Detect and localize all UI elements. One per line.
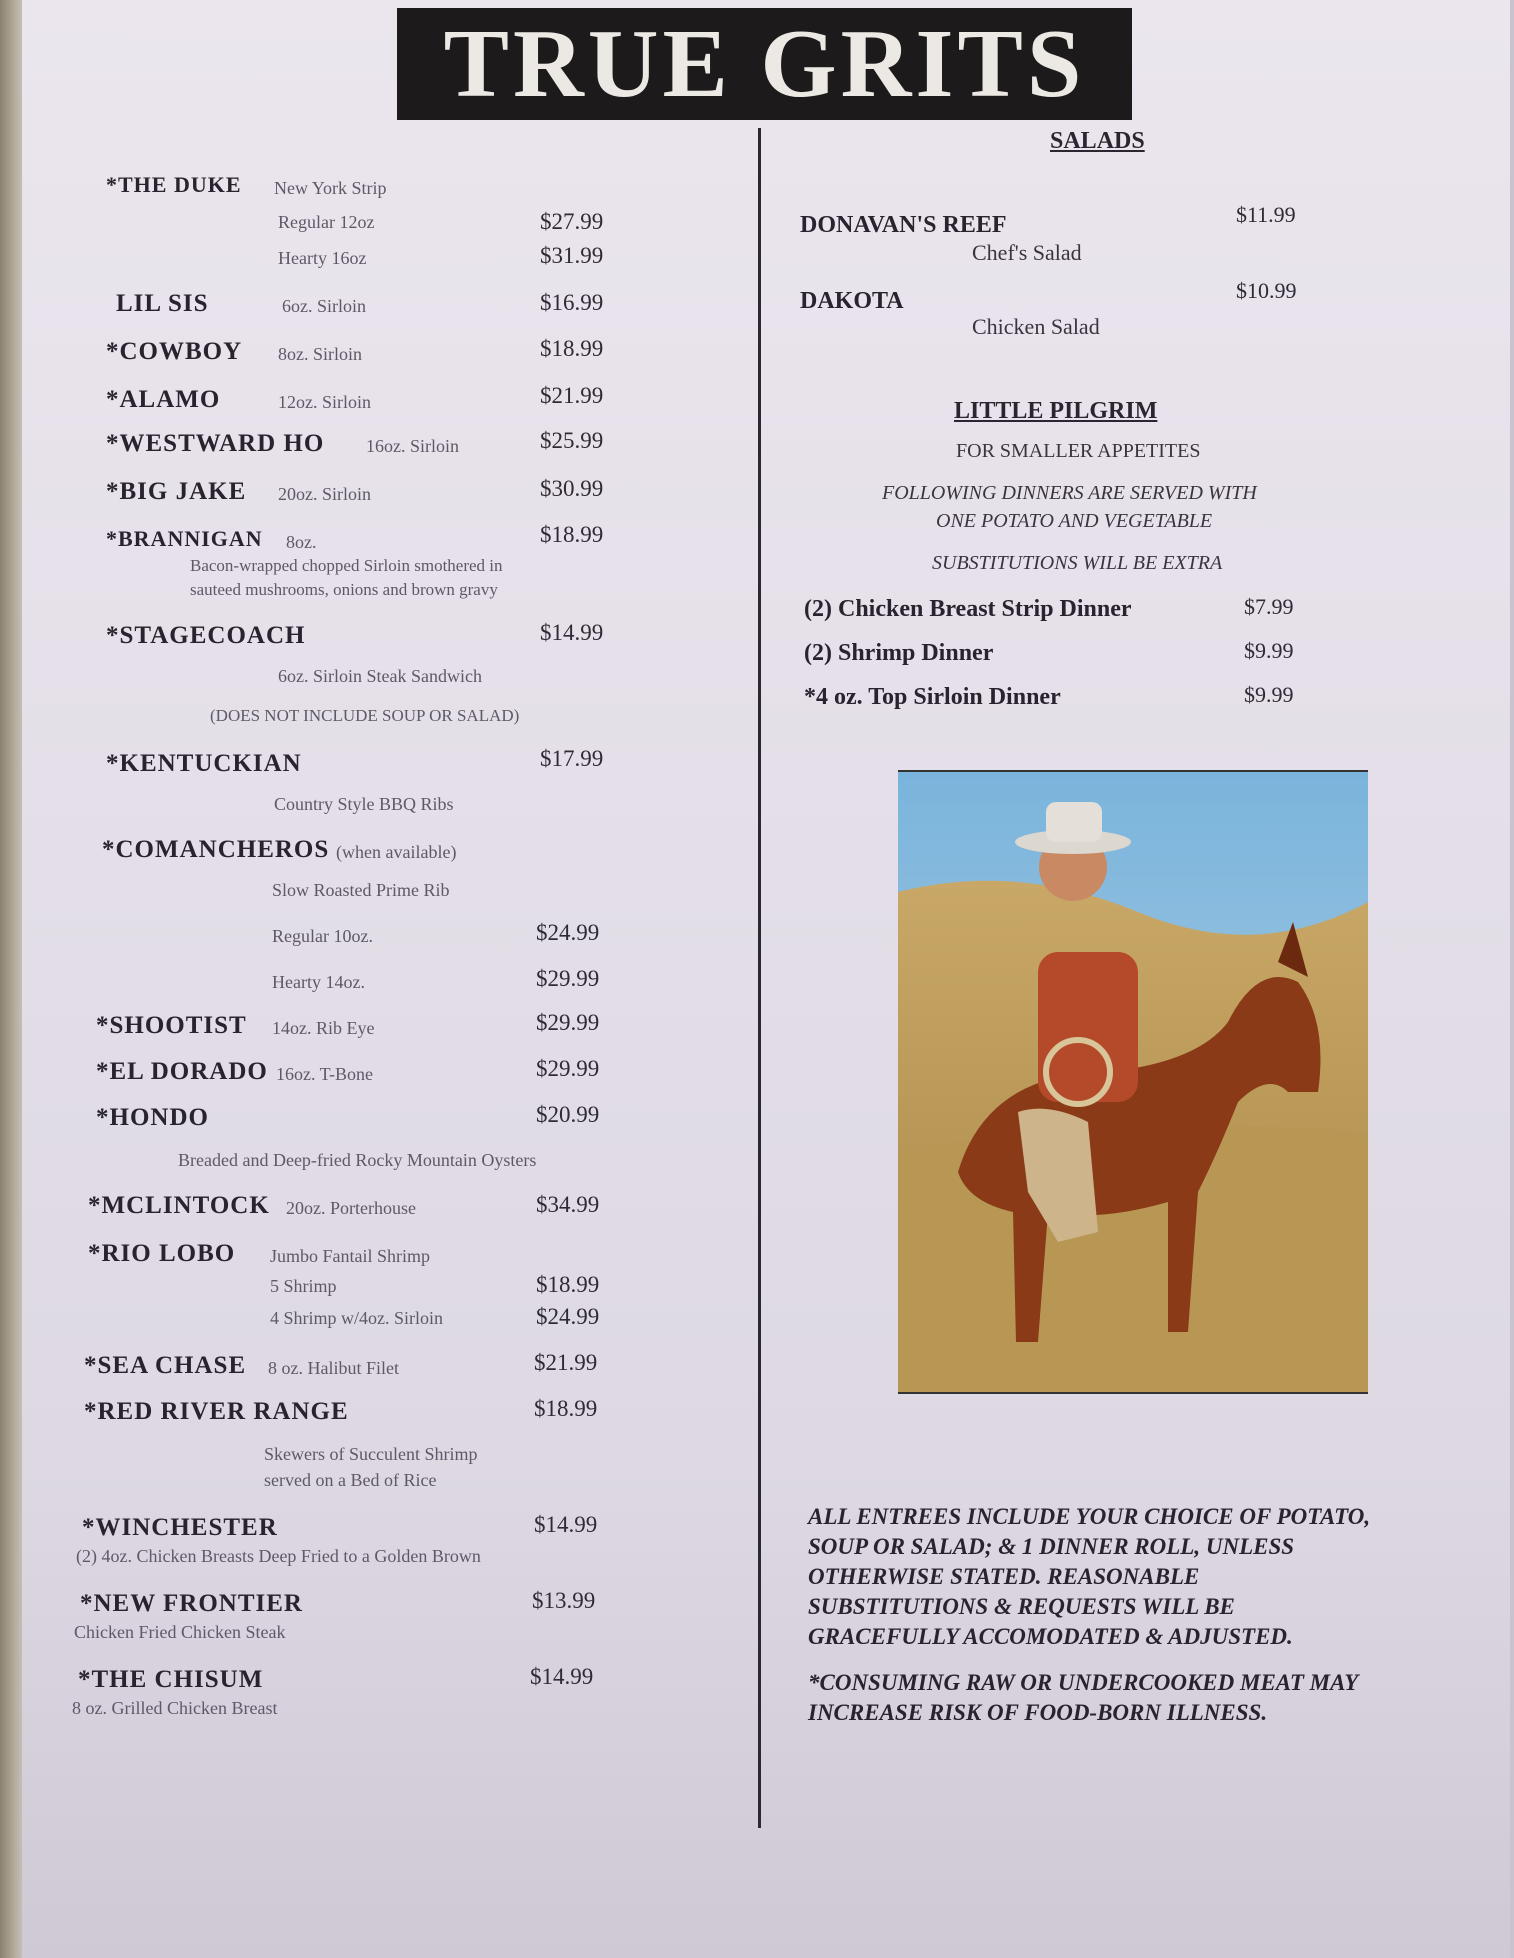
- item-name: *NEW FRONTIER: [80, 1590, 303, 1617]
- item-desc: 12oz. Sirloin: [278, 392, 371, 412]
- pilgrim-note: FOLLOWING DINNERS ARE SERVED WITH: [882, 482, 1257, 504]
- item-price: $18.99: [540, 336, 604, 361]
- item-price: $31.99: [540, 243, 604, 268]
- dinner-price: $7.99: [1244, 594, 1294, 619]
- item-desc: Hearty 16oz: [278, 248, 367, 268]
- salad-name: DONAVAN'S REEF: [800, 212, 1007, 238]
- item-desc: 16oz. T-Bone: [276, 1064, 373, 1084]
- policy-line: GRACEFULLY ACCOMODATED & ADJUSTED.: [808, 1624, 1293, 1649]
- item-price: $20.99: [536, 1102, 600, 1127]
- item-price: $16.99: [540, 290, 604, 315]
- item-name: *THE CHISUM: [78, 1666, 264, 1693]
- item-desc: 8 oz. Grilled Chicken Breast: [72, 1698, 278, 1718]
- item-desc: Regular 10oz.: [272, 926, 373, 946]
- item-desc: 8 oz. Halibut Filet: [268, 1358, 399, 1378]
- dinner-name: *4 oz. Top Sirloin Dinner: [804, 684, 1061, 710]
- item-desc: 16oz. Sirloin: [366, 436, 459, 456]
- menu-binding-edge: [0, 0, 22, 1958]
- item-name: *RED RIVER RANGE: [84, 1398, 349, 1425]
- salad-price: $11.99: [1236, 202, 1296, 227]
- item-desc: sauteed mushrooms, onions and brown gravy: [190, 580, 498, 599]
- item-price: $34.99: [536, 1192, 600, 1217]
- item-name: LIL SIS: [116, 290, 209, 317]
- policy-line: SUBSTITUTIONS & REQUESTS WILL BE: [808, 1594, 1235, 1619]
- item-price: $17.99: [540, 746, 604, 771]
- item-desc: Skewers of Succulent Shrimp: [264, 1444, 478, 1464]
- item-desc: (when available): [336, 842, 457, 862]
- item-price: $14.99: [534, 1512, 598, 1537]
- pilgrim-subheading: FOR SMALLER APPETITES: [956, 440, 1201, 462]
- item-desc: 14oz. Rib Eye: [272, 1018, 375, 1038]
- item-desc: (DOES NOT INCLUDE SOUP OR SALAD): [210, 706, 520, 725]
- cowboy-on-horse-image: [898, 772, 1368, 1392]
- policy-line: OTHERWISE STATED. REASONABLE: [808, 1564, 1200, 1589]
- entree-policy-note: [808, 1502, 1468, 1652]
- item-name: *SHOOTIST: [96, 1012, 247, 1039]
- item-name: *THE DUKE: [106, 172, 242, 197]
- item-price: $25.99: [540, 428, 604, 453]
- item-price: $18.99: [534, 1396, 598, 1421]
- item-price: $21.99: [540, 383, 604, 408]
- item-price: $29.99: [536, 1056, 600, 1081]
- dinner-price: $9.99: [1244, 638, 1294, 663]
- item-desc: Jumbo Fantail Shrimp: [270, 1246, 431, 1266]
- pilgrim-note: SUBSTITUTIONS WILL BE EXTRA: [932, 552, 1223, 574]
- pilgrim-note: ONE POTATO AND VEGETABLE: [936, 510, 1213, 532]
- item-desc: New York Strip: [274, 178, 387, 198]
- item-name: *RIO LOBO: [88, 1240, 236, 1267]
- warning-line: INCREASE RISK OF FOOD-BORN ILLNESS.: [808, 1700, 1268, 1725]
- item-desc: Bacon-wrapped chopped Sirloin smothered in: [190, 556, 503, 575]
- cowboy-photo: [898, 770, 1368, 1394]
- item-price: $18.99: [536, 1272, 600, 1297]
- item-desc: Slow Roasted Prime Rib: [272, 880, 450, 900]
- item-name: *MCLINTOCK: [88, 1192, 270, 1219]
- item-name: *BIG JAKE: [106, 478, 247, 505]
- dinner-name: (2) Chicken Breast Strip Dinner: [804, 596, 1132, 622]
- item-name: *ALAMO: [106, 386, 221, 413]
- item-price: $30.99: [540, 476, 604, 501]
- item-name: *STAGECOACH: [106, 622, 306, 649]
- salad-name: DAKOTA: [800, 288, 904, 314]
- item-desc: 5 Shrimp: [270, 1276, 337, 1296]
- column-divider: [758, 128, 761, 1828]
- item-name: *WINCHESTER: [82, 1514, 278, 1541]
- policy-line: ALL ENTREES INCLUDE YOUR CHOICE OF POTATO,: [808, 1504, 1371, 1529]
- page-title: TRUE GRITS: [443, 10, 1086, 118]
- item-price: $24.99: [536, 920, 600, 945]
- item-name: *COMANCHEROS: [102, 836, 330, 863]
- item-price: $27.99: [540, 209, 604, 234]
- salad-price: $10.99: [1236, 278, 1297, 303]
- policy-line: SOUP OR SALAD; & 1 DINNER ROLL, UNLESS: [808, 1534, 1295, 1559]
- item-price: $24.99: [536, 1304, 600, 1329]
- item-desc: 6oz. Sirloin: [282, 296, 366, 316]
- warning-line: *CONSUMING RAW OR UNDERCOOKED MEAT MAY: [808, 1670, 1359, 1695]
- dinner-name: (2) Shrimp Dinner: [804, 640, 994, 666]
- title-banner: [397, 8, 1132, 120]
- item-desc: Hearty 14oz.: [272, 972, 365, 992]
- item-desc: (2) 4oz. Chicken Breasts Deep Fried to a Golden Brown: [76, 1546, 481, 1566]
- item-desc: Regular 12oz: [278, 212, 375, 232]
- item-price: $14.99: [530, 1664, 594, 1689]
- salad-desc: Chicken Salad: [972, 314, 1100, 339]
- food-safety-warning: [808, 1668, 1468, 1728]
- item-name: *EL DORADO: [96, 1058, 268, 1085]
- menu-page: [22, 0, 1510, 1958]
- item-price: $13.99: [532, 1588, 596, 1613]
- item-desc: Breaded and Deep-fried Rocky Mountain Oysters: [178, 1150, 537, 1170]
- item-price: $29.99: [536, 1010, 600, 1035]
- pilgrim-heading: LITTLE PILGRIM: [954, 398, 1158, 424]
- salads-heading: SALADS: [1050, 128, 1145, 154]
- item-desc: 4 Shrimp w/4oz. Sirloin: [270, 1308, 444, 1328]
- item-name: *HONDO: [96, 1104, 209, 1131]
- item-name: *KENTUCKIAN: [106, 750, 302, 777]
- item-desc: Country Style BBQ Ribs: [274, 794, 454, 814]
- item-desc: 20oz. Sirloin: [278, 484, 371, 504]
- dinner-price: $9.99: [1244, 682, 1294, 707]
- item-desc: 8oz. Sirloin: [278, 344, 362, 364]
- item-desc: Chicken Fried Chicken Steak: [74, 1622, 286, 1642]
- item-name: *COWBOY: [106, 338, 243, 365]
- item-desc: 8oz.: [286, 532, 317, 552]
- item-desc: served on a Bed of Rice: [264, 1470, 437, 1490]
- item-price: $18.99: [540, 522, 604, 547]
- item-price: $29.99: [536, 966, 600, 991]
- item-name: *WESTWARD HO: [106, 430, 325, 457]
- item-desc: 6oz. Sirloin Steak Sandwich: [278, 666, 482, 686]
- item-desc: 20oz. Porterhouse: [286, 1198, 416, 1218]
- item-price: $21.99: [534, 1350, 598, 1375]
- item-name: *SEA CHASE: [84, 1352, 247, 1379]
- item-price: $14.99: [540, 620, 604, 645]
- salad-desc: Chef's Salad: [972, 240, 1082, 265]
- item-name: *BRANNIGAN: [106, 526, 263, 551]
